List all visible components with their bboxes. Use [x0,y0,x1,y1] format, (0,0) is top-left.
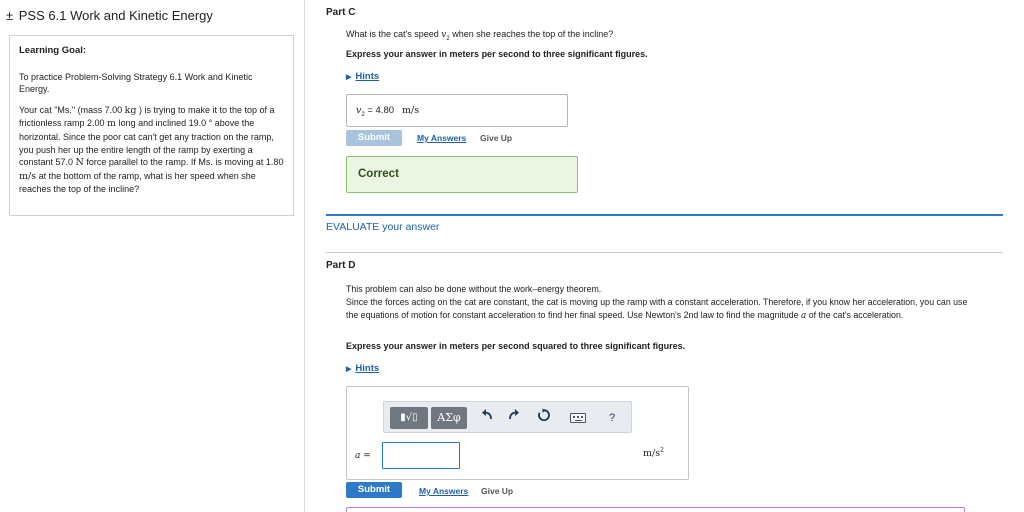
answer-sub: 2 [361,111,365,118]
evaluate-divider [326,214,1003,216]
problem-text-3: long and inclined 19.0 ° above the horizontal. Since the poor cat can't get any traction on the ramp, you push her up the entire length of the ramp by exerting a constant 57.0 [19,118,274,168]
plus-minus-icon: ± [6,8,14,23]
part-c-hints-link[interactable] [346,71,379,82]
keyboard-icon[interactable] [570,413,586,423]
unit-ms: m/s [19,170,37,182]
input-var: a [355,451,361,461]
hints-label: Hints [355,363,380,374]
part-d-description [346,283,976,323]
problem-text-1: Your cat "Ms." (mass 7.00 [19,104,125,115]
part-c-question [346,29,613,42]
assignment-title-text: PSS 6.1 Work and Kinetic Energy [18,8,213,23]
part-d-line-2-pre: Since the forces acting on the cat are constant, the cat is moving up the ramp with a constant acceleration. Therefore, if you know her acceleration, you can use the equations of motion for constant acceleration to find her final speed. Use Newton's 2nd law to find the magnitude [346,297,968,320]
correct-feedback: Correct [346,156,578,193]
triangle-right-icon: ▶ [346,74,352,81]
assignment-title [6,8,213,23]
left-panel [0,0,305,512]
templates-button[interactable]: ▮√▯ [390,407,428,429]
part-c-submit-button[interactable]: Submit [346,130,402,146]
learning-goal-label: Learning Goal: [19,45,87,56]
math-answer-editor [346,386,689,480]
problem-text-2: ) is trying to make it to the top of a frictionless ramp 2.00 [19,104,275,129]
unit-kg: kg [124,104,137,116]
next-feedback-box [346,507,965,512]
undo-icon[interactable] [477,408,497,428]
input-label [355,451,371,461]
answer-eq: = [364,105,376,116]
learning-goal-text: To practice Problem-Solving Strategy 6.1 Work and Kinetic Energy. [19,71,253,95]
part-c-question-post: when she reaches the top of the incline? [449,29,614,39]
answer-value: 4.80 [375,105,395,116]
greek-symbols-button[interactable]: ΑΣφ [431,407,467,429]
math-toolbar [383,401,632,433]
part-d-line-2 [346,296,976,323]
var-sub: 2 [446,35,450,42]
part-d-line-2-post: of the cat's acceleration. [806,310,904,320]
part-d-submit-button[interactable]: Submit [346,482,402,498]
unit-base: m/s [643,448,661,460]
acceleration-input[interactable] [382,442,460,469]
var-a: a [801,311,807,321]
part-c-question-pre: What is the cat's speed [346,29,442,39]
reset-icon[interactable] [534,408,554,428]
unit-label [643,447,664,459]
unit-n: N [75,157,84,169]
part-d-label: Part D [326,260,356,271]
part-c-answer-field[interactable] [346,94,568,127]
part-d-line-1: This problem can also be done without the work–energy theorem. [346,284,602,294]
problem-statement [19,104,284,196]
part-c-instruction: Express your answer in meters per second to three significant figures. [346,49,648,59]
unit-exponent: 2 [660,447,664,454]
input-eq: = [360,451,371,461]
part-c-give-up-link[interactable]: Give Up [480,133,513,143]
part-d-my-answers-link[interactable]: My Answers [419,486,469,496]
part-c-my-answers-link[interactable]: My Answers [417,133,467,143]
learning-goal-box [9,35,294,216]
triangle-right-icon: ▶ [346,366,352,373]
problem-text-4: force parallel to the ramp. If Ms. is moving at 1.80 [83,157,284,168]
unit-m: m [107,118,117,130]
evaluate-link[interactable]: EVALUATE your answer [326,221,440,233]
redo-icon[interactable] [504,408,524,428]
part-d-give-up-link[interactable]: Give Up [481,486,514,496]
part-d-hints-link[interactable] [346,363,379,374]
problem-text-5: at the bottom of the ramp, what is her speed when she reaches the top of the incline? [19,170,256,195]
section-divider [326,252,1003,253]
answer-var: v [356,105,362,116]
var-v: v [441,30,447,40]
help-icon[interactable]: ? [608,412,616,424]
hints-label: Hints [355,71,380,82]
answer-unit: m/s [402,105,420,116]
part-d-instruction: Express your answer in meters per second squared to three significant figures. [346,341,686,351]
part-c-label: Part C [326,7,356,18]
